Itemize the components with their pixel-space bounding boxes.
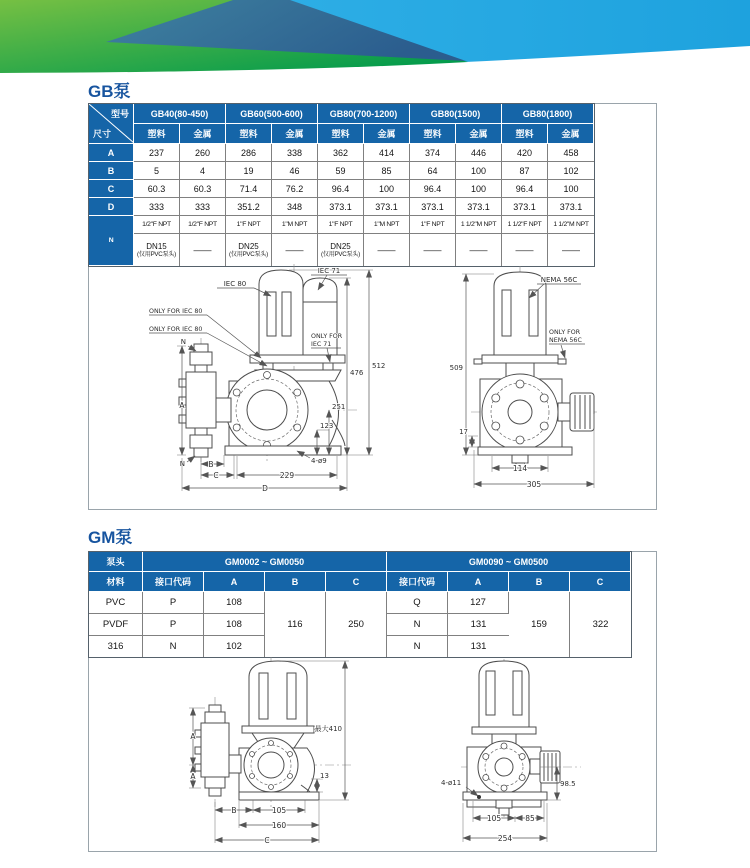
cell: 87 <box>502 162 548 180</box>
cell: 60.3 <box>180 180 226 198</box>
gb-row-C <box>89 180 594 198</box>
cell: 348 <box>272 198 318 216</box>
gb-row-B <box>89 162 594 180</box>
gb-corner-cell <box>89 104 134 144</box>
gb-dim-114: 114 <box>512 464 528 473</box>
cell-merged: 322 <box>592 619 609 630</box>
cell: 108 <box>204 614 265 636</box>
gb-sub-header: 塑料 <box>318 124 364 144</box>
gm-corner-top: 泵头 <box>89 552 143 572</box>
gb-label-only-for-nema: ONLY FOR <box>549 329 581 336</box>
row-label: PVC <box>89 592 143 614</box>
cell: —— <box>456 234 502 266</box>
gb-group-header: GB80(1500) <box>410 104 502 124</box>
cell: N <box>143 636 204 657</box>
gb-dim-123: 123 <box>320 422 334 430</box>
row-label: D <box>89 198 134 216</box>
cell: —— <box>562 245 580 255</box>
cell: 1 1/2"M NPT <box>548 216 594 234</box>
cell: P <box>143 592 204 614</box>
gb-label-nema: NEMA 56C <box>540 276 578 284</box>
gm-section-title: GM泵 <box>88 528 133 547</box>
cell: 446 <box>456 144 502 162</box>
cell: 102 <box>204 636 265 657</box>
cell: 5 <box>134 162 180 180</box>
gb-dim-509: 509 <box>449 364 463 372</box>
gb-dim-b: B <box>208 460 214 469</box>
dn-note: (仅用PVC泵头) <box>229 251 268 258</box>
gm-dim-105-right: 105 <box>486 814 502 823</box>
gm-dim-105: 105 <box>271 806 287 815</box>
cell: 131 <box>448 614 509 636</box>
cell-merged: 250 <box>326 592 387 657</box>
cell: 1 1/2"M NPT <box>456 216 502 234</box>
gm-sub-header: C <box>570 572 631 592</box>
dn-note: (仅用PVC泵头) <box>137 251 176 258</box>
cell: 1"M NPT <box>364 216 410 234</box>
row-label: A <box>89 144 134 162</box>
cell: N <box>387 614 448 636</box>
cell: 373.1 <box>456 198 502 216</box>
gb-dim-d: D <box>262 484 268 493</box>
cell-merged: 159 <box>509 592 570 657</box>
cell: 1"F NPT <box>410 216 456 234</box>
gb-label-nema-small: NEMA 56C <box>549 337 582 344</box>
gb-row-A <box>89 144 594 162</box>
gb-label-n-top: N <box>180 338 186 346</box>
gb-header-row-2 <box>89 124 594 144</box>
gm-section-box <box>88 551 657 852</box>
gb-label-only-iec80-1: ONLY FOR IEC 80 <box>149 308 203 315</box>
gm-sub-header: 接口代码 <box>143 572 204 592</box>
gm-header-row-2 <box>89 572 631 592</box>
gm-dim-max410: 最大410 <box>314 725 342 733</box>
gm-dim-985: 98.5 <box>560 780 576 788</box>
cell: 4 <box>180 162 226 180</box>
cell: Q <box>387 592 448 614</box>
gb-header-row-1 <box>89 104 594 124</box>
cell: 96.4 <box>318 180 364 198</box>
gb-sub-header: 金属 <box>364 124 410 144</box>
cell: 1"F NPT <box>226 216 272 234</box>
cell: 373.1 <box>364 198 410 216</box>
gm-dim-b: B <box>231 806 237 815</box>
cell: 458 <box>548 144 594 162</box>
gb-dim-512: 512 <box>372 362 386 370</box>
gb-label-only-iec80-2: ONLY FOR IEC 80 <box>149 326 203 333</box>
gm-sub-header: A <box>448 572 509 592</box>
cell: 96.4 <box>502 180 548 198</box>
gm-group-header: GM0090 ~ GM0500 <box>387 552 631 572</box>
cell: 102 <box>548 162 594 180</box>
gb-sub-header: 金属 <box>180 124 226 144</box>
gb-sub-header: 金属 <box>548 124 594 144</box>
gb-row-D <box>89 198 594 216</box>
cell: 108 <box>204 592 265 614</box>
cell: —— <box>410 234 456 266</box>
gm-row-pvc <box>89 592 631 614</box>
cell: 414 <box>364 144 410 162</box>
dn-value: DN25 <box>330 242 351 251</box>
cell: —— <box>502 234 548 266</box>
cell: 333 <box>134 198 180 216</box>
cell: 100 <box>364 180 410 198</box>
gm-sub-header: A <box>204 572 265 592</box>
gb-sub-header: 塑料 <box>226 124 272 144</box>
gb-label-holes: 4-ø9 <box>311 457 327 465</box>
corner-label-top: 型号 <box>110 109 129 119</box>
cell: 19 <box>226 162 272 180</box>
cell: 76.2 <box>272 180 318 198</box>
gb-group-header: GB80(700-1200) <box>318 104 410 124</box>
gb-sub-header: 塑料 <box>502 124 548 144</box>
gb-sub-header: 塑料 <box>134 124 180 144</box>
gm-dim-13: 13 <box>320 772 329 780</box>
row-label: PVDF <box>89 614 143 636</box>
cell: 1"F NPT <box>318 216 364 234</box>
gb-row-N-npt <box>89 216 594 234</box>
gb-label-iec80: IEC 80 <box>223 280 247 288</box>
gb-dim-c: C <box>213 471 219 480</box>
gm-sub-header: C <box>326 572 387 592</box>
gb-spec-table <box>88 103 595 267</box>
gb-section-title: GB泵 <box>88 82 131 101</box>
gm-label-holes: 4-ø11 <box>441 779 462 787</box>
gb-dim-229: 229 <box>279 471 295 480</box>
row-label: N <box>89 216 134 266</box>
gb-dim-305: 305 <box>526 480 542 489</box>
cell: 373.1 <box>548 198 594 216</box>
cell: 1/2"F NPT <box>180 216 226 234</box>
cell: 338 <box>272 144 318 162</box>
row-label: B <box>89 162 134 180</box>
cell: 373.1 <box>318 198 364 216</box>
gb-label-iec71-small: IEC 71 <box>311 341 332 348</box>
cell: 351.2 <box>226 198 272 216</box>
gm-dim-85: 85 <box>525 814 535 823</box>
gb-label-iec71: IEC 71 <box>317 267 341 275</box>
row-label: C <box>89 180 134 198</box>
cell: 373.1 <box>410 198 456 216</box>
cell: P <box>143 614 204 636</box>
cell: 85 <box>364 162 410 180</box>
gm-corner-bottom: 材料 <box>89 572 143 592</box>
gb-label-only-for: ONLY FOR <box>311 333 343 340</box>
cell: 373.1 <box>502 198 548 216</box>
cell: 46 <box>272 162 318 180</box>
gm-header-row-1 <box>89 552 631 572</box>
cell: 1 1/2"F NPT <box>502 216 548 234</box>
cell: 100 <box>548 180 594 198</box>
gm-spec-table <box>88 551 632 658</box>
gb-section-box <box>88 103 657 510</box>
gm-hole-dot <box>477 795 481 799</box>
gb-dim-251: 251 <box>332 403 346 411</box>
gm-sub-header: B <box>265 572 326 592</box>
banner-graphic <box>0 0 750 80</box>
gb-group-header: GB40(80-450) <box>134 104 226 124</box>
corner-label-bottom: 尺寸 <box>93 129 112 139</box>
cell: 1/2"F NPT <box>134 216 180 234</box>
gm-sub-header: B <box>509 572 570 592</box>
cell: 100 <box>456 180 502 198</box>
dn-value: DN25 <box>238 242 259 251</box>
gb-drawings <box>89 260 654 509</box>
gb-sub-header: 金属 <box>272 124 318 144</box>
gb-group-header: GB80(1800) <box>502 104 594 124</box>
gm-dim-160: 160 <box>271 821 287 830</box>
dn-value: DN15 <box>146 242 167 251</box>
cell: 59 <box>318 162 364 180</box>
cell: 64 <box>410 162 456 180</box>
cell: 237 <box>134 144 180 162</box>
gb-group-header: GB60(500-600) <box>226 104 318 124</box>
cell: 420 <box>502 144 548 162</box>
cell: 60.3 <box>134 180 180 198</box>
gm-dim-a1: A <box>190 732 196 741</box>
gm-dim-a2: A <box>190 772 196 781</box>
cell: 333 <box>180 198 226 216</box>
gb-dim-17: 17 <box>459 428 468 436</box>
cell-merged: 116 <box>265 592 326 657</box>
cell: 260 <box>180 144 226 162</box>
gb-label-n-bottom: N <box>179 460 185 468</box>
cell: 100 <box>456 162 502 180</box>
gb-sub-header: 塑料 <box>410 124 456 144</box>
cell: 131 <box>470 641 487 652</box>
dn-note: (仅用PVC泵头) <box>321 251 360 258</box>
gm-sub-header: 接口代码 <box>387 572 448 592</box>
gm-group-header: GM0002 ~ GM0050 <box>143 552 387 572</box>
cell: 71.4 <box>226 180 272 198</box>
gb-sub-header: 金属 <box>456 124 502 144</box>
cell: —— <box>272 234 318 266</box>
gb-dim-476: 476 <box>350 369 364 377</box>
cell: 374 <box>410 144 456 162</box>
gm-front-view-drawing <box>189 657 351 845</box>
gb-dim-a: A <box>179 401 185 410</box>
cell: —— <box>364 234 410 266</box>
gb-side-view-drawing <box>450 266 597 489</box>
gm-drawings <box>89 655 654 850</box>
cell: 362 <box>318 144 364 162</box>
row-label: 316 <box>89 636 143 657</box>
gm-dim-254: 254 <box>497 834 513 843</box>
cell: 127 <box>448 592 509 614</box>
cell: —— <box>180 234 226 266</box>
cell: 1"M NPT <box>272 216 318 234</box>
cell: 96.4 <box>410 180 456 198</box>
cell: N <box>387 636 448 657</box>
gb-front-view-drawing <box>149 264 385 493</box>
cell: 286 <box>226 144 272 162</box>
gm-dim-c: C <box>264 836 270 845</box>
gm-side-view-drawing <box>441 659 581 843</box>
